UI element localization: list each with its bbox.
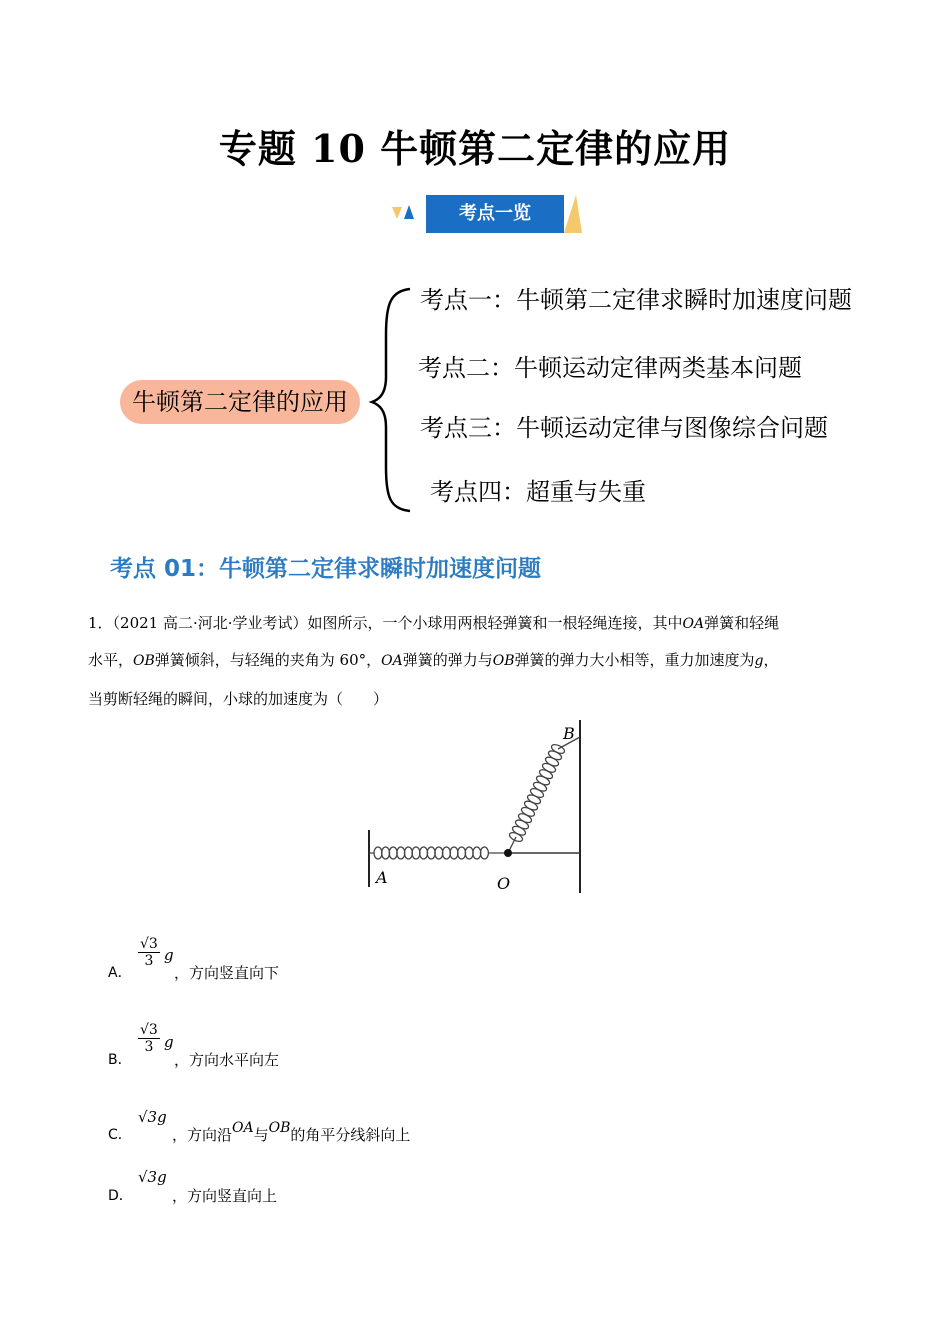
mindmap-branch-4: 考点四：超重与失重 [430, 478, 646, 506]
ball [504, 849, 512, 857]
mindmap-root: 牛顿第二定律的应用 [120, 380, 360, 424]
option-a-fraction: $\frac{√3}{3}$ [140, 936, 158, 969]
spring-figure [360, 715, 590, 900]
section-heading: 考点 01：牛顿第二定律求瞬时加速度问题 [110, 556, 542, 582]
label-a: A [376, 868, 388, 887]
question-number: 1． [88, 614, 113, 632]
option-b-fraction: $\frac{√3}{3}$ [140, 1022, 158, 1055]
spring-oa [369, 847, 506, 859]
overview-banner [390, 193, 590, 235]
page-title: 专题 10 牛顿第二定律的应用 [218, 126, 732, 171]
option-c-text: ，方向沿OA与OB的角平分线斜向上 [172, 1120, 411, 1144]
triangle-decoration-icon [390, 201, 420, 227]
option-a-text: ，方向竖直向下 [174, 964, 280, 982]
option-c-letter[interactable]: C． [108, 1127, 132, 1143]
option-b-letter[interactable]: B． [108, 1052, 132, 1068]
mindmap-branch-1: 考点一：牛顿第二定律求瞬时加速度问题 [420, 286, 852, 314]
label-b: B [563, 724, 575, 743]
option-c-expr: √3g [138, 1108, 167, 1126]
curly-brace-icon [368, 285, 418, 515]
overview-banner-label: 考点一览 [426, 195, 564, 233]
option-d-letter[interactable]: D． [108, 1188, 133, 1204]
option-d-text: ，方向竖直向上 [172, 1187, 278, 1205]
option-d-expr: √3g [138, 1168, 167, 1186]
option-a-letter[interactable]: A． [108, 965, 132, 981]
question-line-2: 水平，OB弹簧倾斜，与轻绳的夹角为 60°，OA弹簧的弹力与OB弹簧的弹力大小相等，重力加速度为g， [88, 651, 779, 669]
mindmap-branch-2: 考点二：牛顿运动定律两类基本问题 [418, 354, 802, 382]
mindmap-branch-3: 考点三：牛顿运动定律与图像综合问题 [420, 414, 828, 442]
question-line-1: 1．（2021 高二·河北·学业考试）如图所示，一个小球用两根轻弹簧和一根轻绳连接，其中OA弹簧和轻绳 [88, 614, 780, 632]
spring-ob [508, 737, 580, 853]
banner-tail-icon [556, 193, 586, 235]
label-o: O [497, 874, 511, 893]
option-b-text: ，方向水平向左 [174, 1051, 280, 1069]
question-line-3: 当剪断轻绳的瞬间，小球的加速度为（ ） [88, 690, 389, 708]
